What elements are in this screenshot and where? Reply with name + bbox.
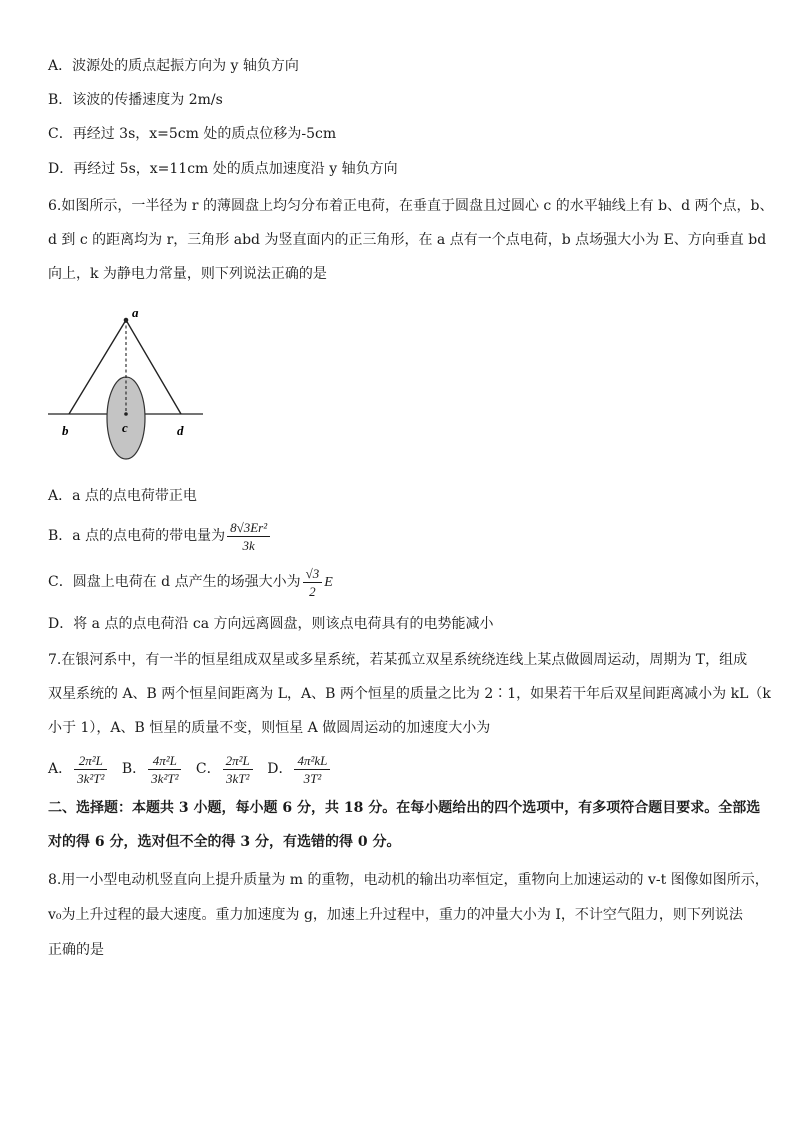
q5-option-b: B．该波的传播速度为 2m/s bbox=[48, 92, 223, 108]
q7-option-b-denominator: 3k²T² bbox=[151, 770, 179, 786]
q6-option-b-numerator: 8√3Er² bbox=[227, 520, 270, 537]
q7-stem-line1: 7.在银河系中，有一半的恒星组成双星或多星系统，若某孤立双星系统绕连线上某点做圆周运动，周期为 T，组成 bbox=[48, 652, 748, 668]
q7-stem-line3: 小于 1），A、B 恒星的质量不变，则恒星 A 做圆周运动的加速度大小为 bbox=[48, 720, 491, 736]
q7-option-d-label: D． bbox=[267, 761, 293, 777]
q5-option-c: C．再经过 3s，x=5cm 处的质点位移为-5cm bbox=[48, 126, 337, 142]
q6-option-b-text: B．a 点的点电荷的带电量为 bbox=[48, 528, 226, 544]
q7-option-b-fraction bbox=[148, 753, 181, 786]
q6-option-c-numerator: √3 bbox=[303, 566, 323, 583]
q8-stem-line1: 8.用一小型电动机竖直向上提升质量为 m 的重物，电动机的输出功率恒定，重物向上加速运动的 v-t 图像如图所示， bbox=[48, 872, 769, 888]
q7-option-b-label: B． bbox=[121, 761, 147, 777]
q7-option-a-fraction bbox=[74, 753, 107, 786]
q5-option-a: A．波源处的质点起振方向为 y 轴负方向 bbox=[48, 58, 299, 74]
q8-stem-line3: 正确的是 bbox=[48, 942, 104, 958]
label-c: c bbox=[122, 420, 128, 435]
point-c-dot bbox=[124, 412, 128, 416]
q7-option-c bbox=[196, 750, 255, 788]
q7-option-d-numerator: 4π²kL bbox=[294, 753, 330, 770]
q8-stem-line2: v₀为上升过程的最大速度。重力加速度为 g，加速上升过程中，重力的冲量大小为 I，不计空气阻力，则下列说法 bbox=[48, 907, 743, 923]
q7-stem-line2: 双星系统的 A、B 两个恒星间距离为 L，A、B 两个恒星的质量之比为 2∶1，如果若干年后双星间距离减小为 kL（k bbox=[48, 686, 771, 702]
q7-option-c-denominator: 3kT² bbox=[226, 770, 250, 786]
charged-disk bbox=[107, 377, 145, 459]
q7-option-a-denominator: 3k²T² bbox=[77, 770, 105, 786]
q6-option-c-fraction bbox=[303, 566, 323, 599]
q6-figure bbox=[48, 302, 208, 467]
q7-option-b bbox=[122, 750, 184, 788]
q6-option-b bbox=[48, 518, 272, 554]
q7-option-d bbox=[267, 750, 332, 788]
q6-option-b-fraction bbox=[227, 520, 270, 553]
section2-heading-line1: 二、选择题：本题共 3 小题，每小题 6 分，共 18 分。在每小题给出的四个选项中，有多项符合题目要求。全部选 bbox=[48, 800, 761, 816]
q6-option-c-suffix: E bbox=[324, 575, 333, 590]
label-d: d bbox=[177, 423, 184, 438]
q7-option-c-label: C． bbox=[195, 761, 221, 777]
q6-option-b-denominator: 3k bbox=[242, 537, 255, 553]
q5-option-d: D．再经过 5s，x=11cm 处的质点加速度沿 y 轴负方向 bbox=[48, 161, 398, 177]
q6-option-d: D．将 a 点的点电荷沿 ca 方向远离圆盘，则该点电荷具有的电势能减小 bbox=[48, 616, 494, 632]
q7-options bbox=[48, 750, 332, 788]
point-a-dot bbox=[124, 318, 129, 323]
q6-stem-line3: 向上，k 为静电力常量，则下列说法正确的是 bbox=[48, 266, 327, 282]
q6-option-c-denominator: 2 bbox=[309, 583, 316, 599]
q7-option-a-numerator: 2π²L bbox=[74, 753, 107, 770]
q7-option-a bbox=[48, 750, 109, 788]
q6-option-c-text: C．圆盘上电荷在 d 点产生的场强大小为 bbox=[48, 574, 301, 590]
label-a: a bbox=[132, 305, 139, 320]
q6-stem-line2: d 到 c 的距离均为 r，三角形 abd 为竖直面内的正三角形，在 a 点有一个点电荷，b 点场强大小为 E、方向垂直 bd bbox=[48, 232, 767, 248]
q6-option-a: A．a 点的点电荷带正电 bbox=[48, 488, 197, 504]
q7-option-a-label: A． bbox=[48, 761, 73, 777]
q7-option-b-numerator: 4π²L bbox=[148, 753, 181, 770]
q7-option-c-numerator: 2π²L bbox=[223, 753, 253, 770]
q7-option-d-fraction bbox=[294, 753, 330, 786]
q6-stem-line1: 6.如图所示，一半径为 r 的薄圆盘上均匀分布着正电荷，在垂直于圆盘且过圆心 c 的水平轴线上有 b、d 两个点，b、 bbox=[48, 198, 774, 214]
label-b: b bbox=[62, 423, 69, 438]
q7-option-d-denominator: 3T² bbox=[303, 770, 322, 786]
q7-option-c-fraction bbox=[223, 753, 253, 786]
section2-heading-line2: 对的得 6 分，选对但不全的得 3 分，有选错的得 0 分。 bbox=[48, 834, 401, 850]
q6-option-c bbox=[48, 564, 333, 601]
